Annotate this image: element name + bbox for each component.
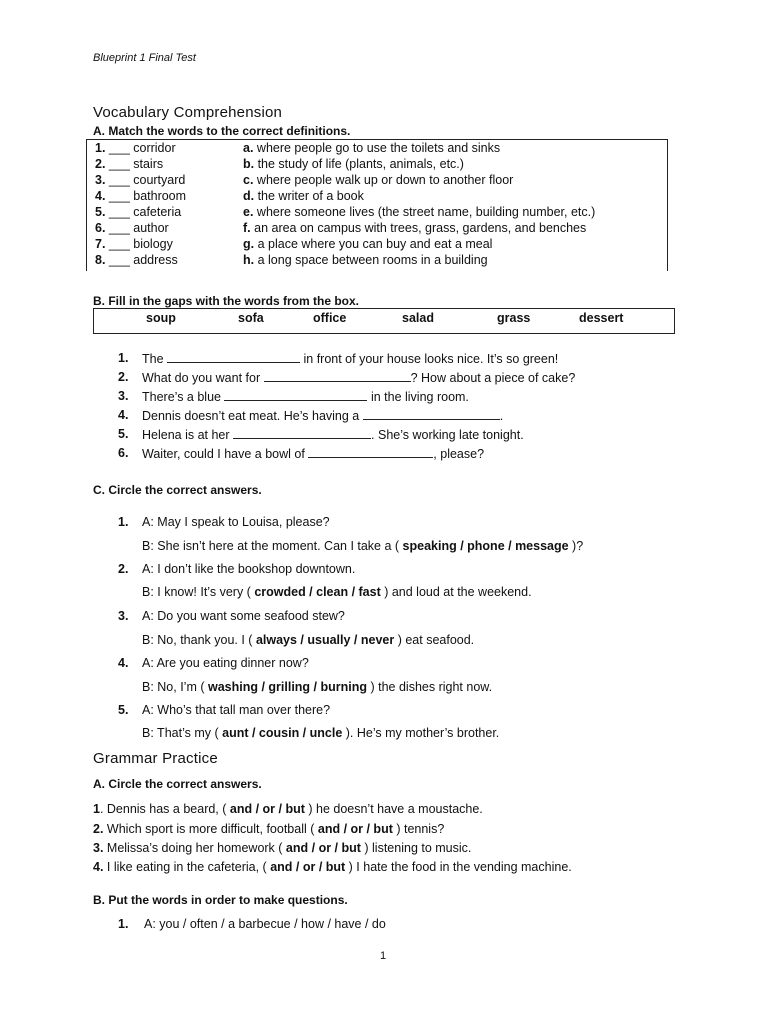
gap-text-before: Dennis doesn’t eat meat. He’s having a (142, 409, 363, 423)
match-number: 5. (95, 205, 106, 219)
answer-blank[interactable] (167, 351, 300, 363)
gap-text-before: What do you want for (142, 371, 264, 385)
grammar-b-instruction: B. Put the words in order to make questions. (93, 893, 348, 907)
dialog-line-a: A: Who’s that tall man over there? (142, 703, 331, 717)
definition-text: where people walk up or down to another floor (253, 173, 514, 187)
match-word: ___ courtyard (105, 173, 186, 187)
item-number: 3. (118, 389, 129, 403)
dialog-line-b-end: ). He’s my mother’s brother. (342, 726, 500, 740)
item-number: 4. (93, 860, 104, 874)
match-number: 3. (95, 173, 106, 187)
item-number: 6. (118, 446, 129, 460)
section-title-grammar: Grammar Practice (93, 750, 218, 767)
section-b-instruction: B. Fill in the gaps with the words from the box. (93, 294, 360, 308)
grammar-text-after: ) he doesn’t have a moustache. (304, 802, 483, 816)
gap-text-after: in the living room. (367, 390, 469, 404)
item-number: 4. (118, 656, 129, 670)
answer-blank[interactable] (264, 370, 411, 382)
answer-options[interactable]: and / or / but (317, 822, 393, 836)
item-number: 1 (93, 802, 100, 816)
item-number: 2. (93, 822, 104, 836)
answer-options[interactable]: always / usually / never (255, 633, 395, 647)
box-word: office (313, 311, 347, 325)
dialog-line-b-start: B: She isn’t here at the moment. Can I take a ( (142, 539, 403, 553)
answer-options[interactable]: and / or / but (285, 841, 361, 855)
gap-text-before: There’s a blue (142, 390, 225, 404)
dialog-line-b-start: B: No, I’m ( (142, 680, 208, 694)
section-a-instruction: A. Match the words to the correct definitions. (93, 124, 351, 138)
grammar-a-instruction: A. Circle the correct answers. (93, 777, 262, 791)
match-word: ___ corridor (105, 141, 176, 155)
box-word: salad (402, 311, 434, 325)
order-words: A: you / often / a barbecue / how / have / do (144, 917, 386, 931)
answer-options[interactable]: and / or / but (229, 802, 305, 816)
definition-text: where someone lives (the street name, building number, etc.) (253, 205, 596, 219)
match-word: ___ bathroom (105, 189, 187, 203)
document-header: Blueprint 1 Final Test (93, 52, 196, 64)
gap-text-before: Waiter, could I have a bowl of (142, 447, 309, 461)
dialog-line-a: A: Do you want some seafood stew? (142, 609, 345, 623)
box-word: grass (497, 311, 531, 325)
section-title-vocabulary: Vocabulary Comprehension (93, 104, 283, 121)
definition-text: where people go to use the toilets and sinks (253, 141, 501, 155)
grammar-text-after: ) I hate the food in the vending machine. (345, 860, 572, 874)
grammar-text-before: Which sport is more difficult, football ( (103, 822, 318, 836)
definition-text: an area on campus with trees, grass, gardens, and benches (250, 221, 587, 235)
dialog-line-b-end: )? (568, 539, 584, 553)
section-c-instruction: C. Circle the correct answers. (93, 483, 262, 497)
match-number: 7. (95, 237, 106, 251)
answer-options[interactable]: crowded / clean / fast (254, 585, 381, 599)
item-number: 5. (118, 703, 129, 717)
definition-letter: c. (243, 173, 254, 187)
answer-blank[interactable] (308, 446, 433, 458)
definition-letter: g. (243, 237, 255, 251)
item-number: 1. (118, 515, 129, 529)
dialog-line-b-start: B: That’s my ( (142, 726, 223, 740)
item-number: 1. (118, 917, 129, 931)
grammar-text-before: . Dennis has a beard, ( (99, 802, 230, 816)
match-number: 6. (95, 221, 106, 235)
answer-options[interactable]: and / or / but (270, 860, 346, 874)
box-word: sofa (238, 311, 264, 325)
item-number: 2. (118, 370, 129, 384)
match-word: ___ author (105, 221, 169, 235)
dialog-line-b-end: ) and loud at the weekend. (380, 585, 532, 599)
match-number: 4. (95, 189, 106, 203)
match-word: ___ address (105, 253, 178, 267)
dialog-line-a: A: I don’t like the bookshop downtown. (142, 562, 356, 576)
grammar-item (93, 860, 572, 874)
match-number: 8. (95, 253, 106, 267)
item-number: 4. (118, 408, 129, 422)
definition-letter: f. (243, 221, 251, 235)
gap-text-after: in front of your house looks nice. It’s so green! (300, 352, 559, 366)
dialog-line-b-start: B: I know! It’s very ( (142, 585, 255, 599)
match-word: ___ biology (105, 237, 173, 251)
definition-text: the writer of a book (254, 189, 364, 203)
definition-letter: b. (243, 157, 255, 171)
gap-text-after: . She’s working late tonight. (371, 428, 524, 442)
dialog-line-b-end: ) eat seafood. (394, 633, 475, 647)
grammar-text-before: Melissa’s doing her homework ( (103, 841, 286, 855)
answer-options[interactable]: aunt / cousin / uncle (222, 726, 343, 740)
gap-text-after: , please? (433, 447, 485, 461)
match-number: 2. (95, 157, 106, 171)
box-word: soup (146, 311, 176, 325)
item-number: 2. (118, 562, 129, 576)
gap-text-after: ? How about a piece of cake? (410, 371, 576, 385)
dialog-line-a: A: May I speak to Louisa, please? (142, 515, 330, 529)
dialog-line-b-end: ) the dishes right now. (367, 680, 493, 694)
definition-text: a place where you can buy and eat a meal (254, 237, 493, 251)
answer-blank[interactable] (233, 427, 371, 439)
match-number: 1. (95, 141, 106, 155)
answer-options[interactable]: washing / grilling / burning (207, 680, 368, 694)
answer-blank[interactable] (224, 389, 367, 401)
page-number: 1 (380, 950, 387, 962)
grammar-item (93, 802, 483, 816)
definition-text: a long space between rooms in a building (254, 253, 488, 267)
definition-letter: e. (243, 205, 254, 219)
gap-text-before: The (142, 352, 168, 366)
answer-blank[interactable] (363, 408, 500, 420)
item-number: 5. (118, 427, 129, 441)
dialog-line-b-start: B: No, thank you. I ( (142, 633, 256, 647)
match-word: ___ stairs (105, 157, 164, 171)
answer-options[interactable]: speaking / phone / message (402, 539, 569, 553)
item-number: 3. (93, 841, 104, 855)
gap-text-before: Helena is at her (142, 428, 234, 442)
grammar-text-after: ) listening to music. (360, 841, 472, 855)
word-box (93, 308, 675, 334)
match-word: ___ cafeteria (105, 205, 182, 219)
grammar-text-after: ) tennis? (392, 822, 445, 836)
definition-letter: h. (243, 253, 255, 267)
grammar-item (93, 841, 471, 855)
dialog-line-a: A: Are you eating dinner now? (142, 656, 309, 670)
gap-text-after: . (499, 409, 504, 423)
grammar-item (93, 822, 444, 836)
definition-letter: d. (243, 189, 255, 203)
item-number: 1. (118, 351, 129, 365)
definition-letter: a. (243, 141, 254, 155)
item-number: 3. (118, 609, 129, 623)
box-word: dessert (579, 311, 624, 325)
matching-table (86, 139, 668, 271)
definition-text: the study of life (plants, animals, etc.) (254, 157, 464, 171)
grammar-text-before: I like eating in the cafeteria, ( (103, 860, 271, 874)
